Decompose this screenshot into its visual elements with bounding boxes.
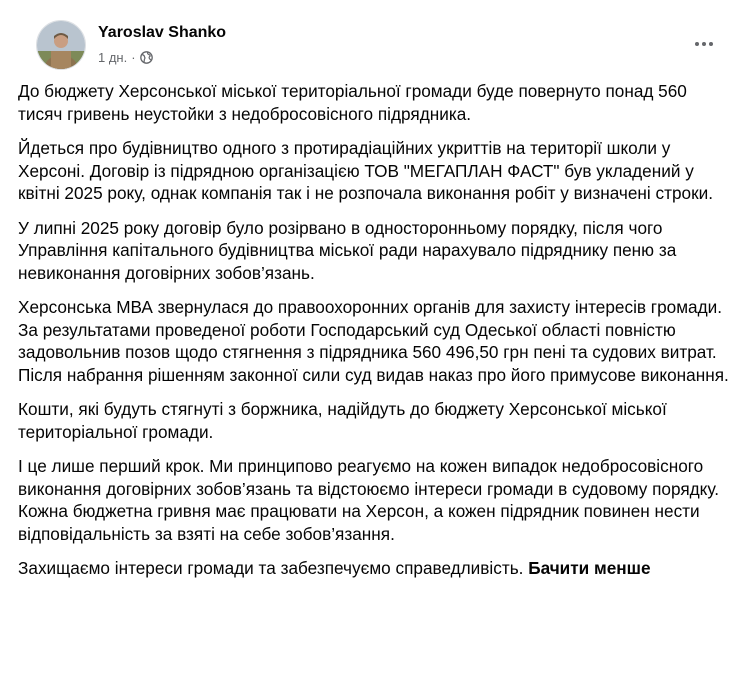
globe-icon[interactable]: [140, 51, 153, 64]
post-paragraph-7-text: Захищаємо інтереси громади та забезпечуємо справедливість.: [18, 558, 524, 578]
post-paragraph-3: У липні 2025 року договір було розірвано в односторонньому порядку, після чого Управління капітального будівництва міської ради нарахувало підряднику пеню за невиконання договірних зобов’язань.: [18, 217, 677, 283]
post-header: [18, 0, 726, 80]
post-meta: [98, 50, 153, 65]
post-paragraph-6: І це лише перший крок. Ми принципово реагуємо на кожен випадок недобросовісного виконання договірних зобов’язань та відстоюємо інтереси громади в судовому порядку. Кожна бюджетна гривня має працювати на Херсон, а кожен підрядник повинен нести відповідальність за взяті на себе зобов’язання.: [18, 456, 720, 544]
post-paragraph-2: Йдеться про будівництво одного з протирадіаційних укриттів на території школи у Херсоні. Договір із підрядною організацією ТОВ "МЕГАПЛАН ФАСТ" був укладений у квітні 2025 року, однак компанія так і не розпочала виконання робіт у визначені строки.: [18, 138, 713, 203]
post-text: [18, 80, 730, 592]
author-name[interactable]: Yaroslav Shanko: [98, 24, 227, 41]
see-less-link[interactable]: Бачити менше: [528, 558, 651, 578]
post-timestamp[interactable]: 1 дн.: [98, 50, 128, 65]
meta-separator: ·: [131, 50, 136, 65]
avatar-image: [37, 21, 85, 69]
post-paragraph-7: [18, 557, 730, 580]
post-paragraph-5: Кошти, які будуть стягнуті з боржника, надійдуть до бюджету Херсонської міської територіальної громади.: [18, 399, 667, 442]
post-paragraph-4: Херсонська МВА звернулася до правоохоронних органів для захисту інтересів громади. За результатами проведеної роботи Господарський суд Одеської області повністю задовольнив позов щодо стягнення з підрядника 560 496,50 грн пені та судових витрат. Після набрання рішенням законної сили суд видав наказ про його примусове виконання.: [18, 297, 729, 385]
post-paragraph-1: До бюджету Херсонської міської територіальної громади буде повернуто понад 560 тисяч гривень неустойки з недобросовісного підрядника.: [18, 81, 687, 124]
avatar[interactable]: [36, 20, 86, 70]
more-horizontal-icon: [695, 42, 713, 46]
post-options-button[interactable]: [686, 26, 722, 62]
